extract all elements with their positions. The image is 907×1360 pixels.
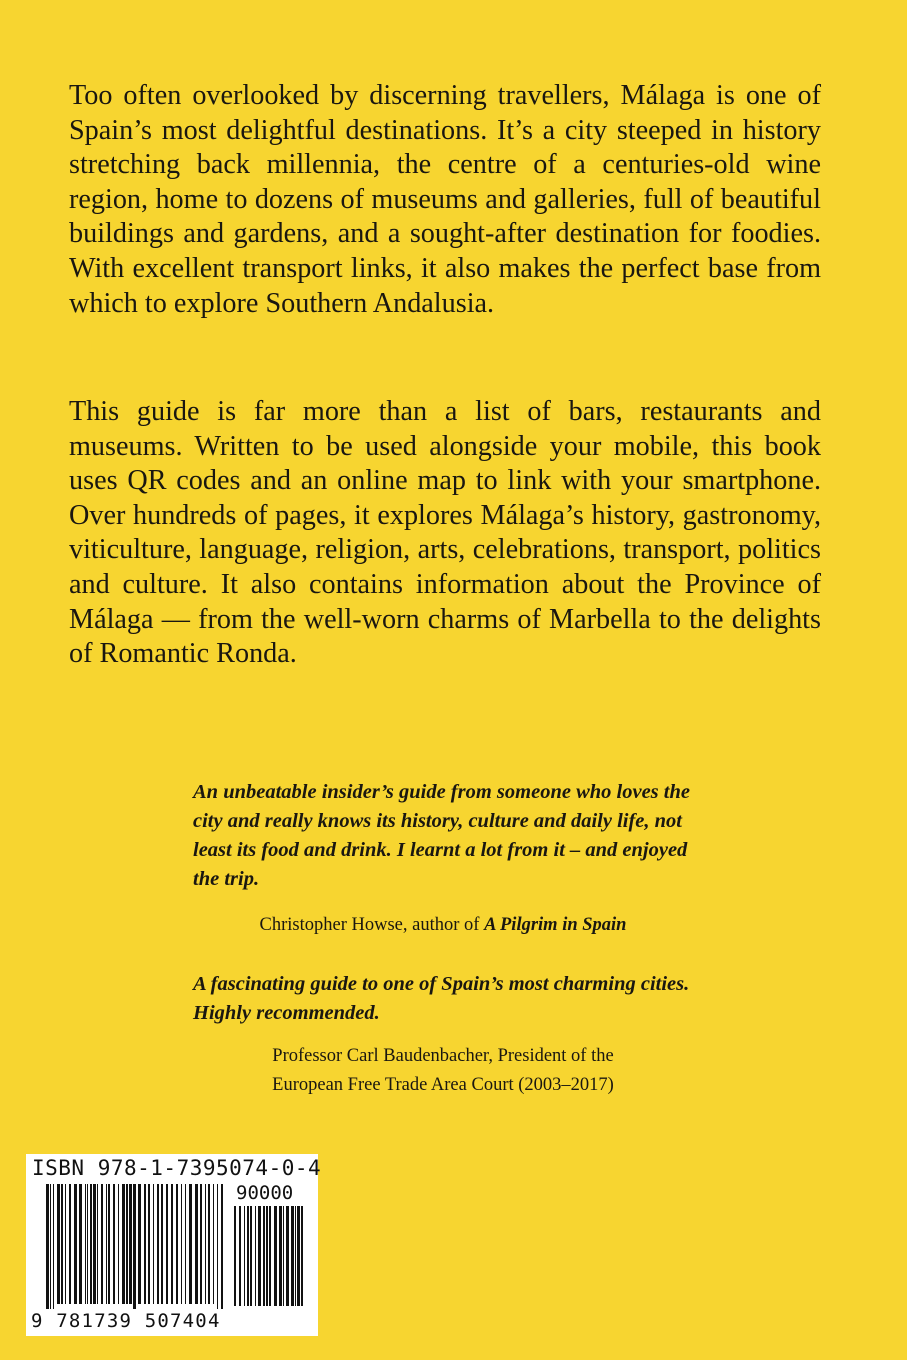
barcode-addon-bar — [291, 1206, 294, 1306]
barcode-bar — [129, 1184, 132, 1304]
barcode-bar — [50, 1184, 51, 1310]
barcode-bar — [217, 1184, 218, 1310]
barcode-bar — [126, 1184, 128, 1304]
barcode-bar — [200, 1184, 202, 1304]
barcode-bar — [85, 1184, 86, 1304]
barcode-addon-bar — [283, 1206, 284, 1306]
barcode-bar — [138, 1184, 141, 1304]
barcode-bar — [57, 1184, 60, 1304]
barcode-addon-bar — [239, 1206, 241, 1306]
barcode-bar — [74, 1184, 77, 1304]
barcode-addon-bar — [266, 1206, 268, 1306]
review-attribution-1 — [193, 911, 693, 940]
barcode-addon-bar — [286, 1206, 289, 1306]
review-author-2-line-2: European Free Trade Area Court (2003–2017) — [272, 1075, 614, 1095]
barcode-bar — [189, 1184, 192, 1304]
barcode-addon-bar — [301, 1206, 303, 1306]
barcode-bar — [46, 1184, 49, 1310]
barcode-bar — [93, 1184, 96, 1304]
barcode-bar — [65, 1184, 66, 1304]
barcode-addon-bar — [255, 1206, 256, 1306]
review-book-title-1: A Pilgrim in Spain — [484, 915, 627, 935]
barcode-bar — [101, 1184, 103, 1304]
barcode-bar — [87, 1184, 88, 1304]
barcode-addon-bar — [297, 1206, 300, 1306]
barcode-bar — [176, 1184, 178, 1304]
review-author-2-line-1: Professor Carl Baudenbacher, President of the — [272, 1046, 614, 1066]
review-attribution-2 — [193, 1042, 693, 1100]
barcode-addon-bar — [250, 1206, 252, 1306]
review-quote-1: An unbeatable insider’s guide from someone who loves the city and really knows its history, culture and daily life, not least its food and drink. I learnt a lot from it – and enjoyed the trip. — [193, 781, 690, 890]
barcode-bar — [148, 1184, 150, 1304]
barcode-bar — [106, 1184, 107, 1304]
review-quote-2: A fascinating guide to one of Spain’s most charming cities. Highly recommended. — [193, 973, 690, 1024]
barcode-bar — [221, 1184, 223, 1310]
barcode-bar — [161, 1184, 163, 1304]
barcode-bar — [122, 1184, 125, 1304]
description-paragraph-2: This guide is far more than a list of bars, restaurants and museums. Written to be used alongside your mobile, this book uses QR codes and an online map to link with your smartphone. Over hundreds of pages, it explores Málaga’s history, gastronomy, viticulture, language, religion, arts, celebrations, transport, politics and culture. It also contains information about the Province of Málaga — from the well-worn charms of Marbella to the delights of Romantic Ronda. — [69, 396, 821, 670]
price-code: 90000 — [236, 1182, 294, 1204]
barcode-bar — [79, 1184, 82, 1304]
ean-digits: 9 781739 507404 — [31, 1310, 221, 1332]
barcode-addon-bar — [234, 1206, 236, 1306]
barcode-bar — [61, 1184, 63, 1304]
barcode-bar — [205, 1184, 206, 1304]
barcode-bar — [90, 1184, 92, 1304]
barcode-bar — [153, 1184, 154, 1304]
barcode-addon-bar — [258, 1206, 261, 1306]
barcode-addon-bar — [295, 1206, 296, 1306]
barcode-bar — [144, 1184, 146, 1304]
review-author-1: Christopher Howse, author of — [259, 915, 485, 935]
barcode-bar — [157, 1184, 159, 1304]
barcode-bar — [97, 1184, 98, 1304]
barcode-bar — [113, 1184, 115, 1304]
barcode-bar — [53, 1184, 54, 1310]
description-paragraph-1: Too often overlooked by discerning travellers, Málaga is one of Spain’s most delightful destinations. It’s a city steeped in history stretching back millennia, the centre of a centuries-old wine region, home to dozens of museums and galleries, full of beautiful buildings and gardens, and a sought-after destination for foodies. With excellent transport links, it also makes the perfect base from which to explore Southern Andalusia. — [69, 80, 821, 319]
barcode-bar — [118, 1184, 119, 1304]
barcode-bar — [133, 1184, 136, 1310]
isbn-label: ISBN 978-1-7395074-0-4 — [32, 1156, 322, 1180]
barcode-bar — [208, 1184, 210, 1304]
barcode-bar — [181, 1184, 182, 1304]
barcode-addon-bar — [244, 1206, 245, 1306]
barcode-addon-bar — [269, 1206, 271, 1306]
barcode-addon-bar — [274, 1206, 277, 1306]
barcode-bar — [195, 1184, 198, 1304]
barcode-bar — [69, 1184, 71, 1304]
barcode-addon-bar — [279, 1206, 282, 1306]
barcode-bar — [185, 1184, 186, 1304]
barcode-bar — [171, 1184, 173, 1304]
barcode-bar — [108, 1184, 110, 1304]
barcode-addon-bar — [247, 1206, 249, 1306]
barcode-bar — [166, 1184, 168, 1304]
barcode-bar — [213, 1184, 214, 1304]
barcode-addon-bar — [263, 1206, 265, 1306]
